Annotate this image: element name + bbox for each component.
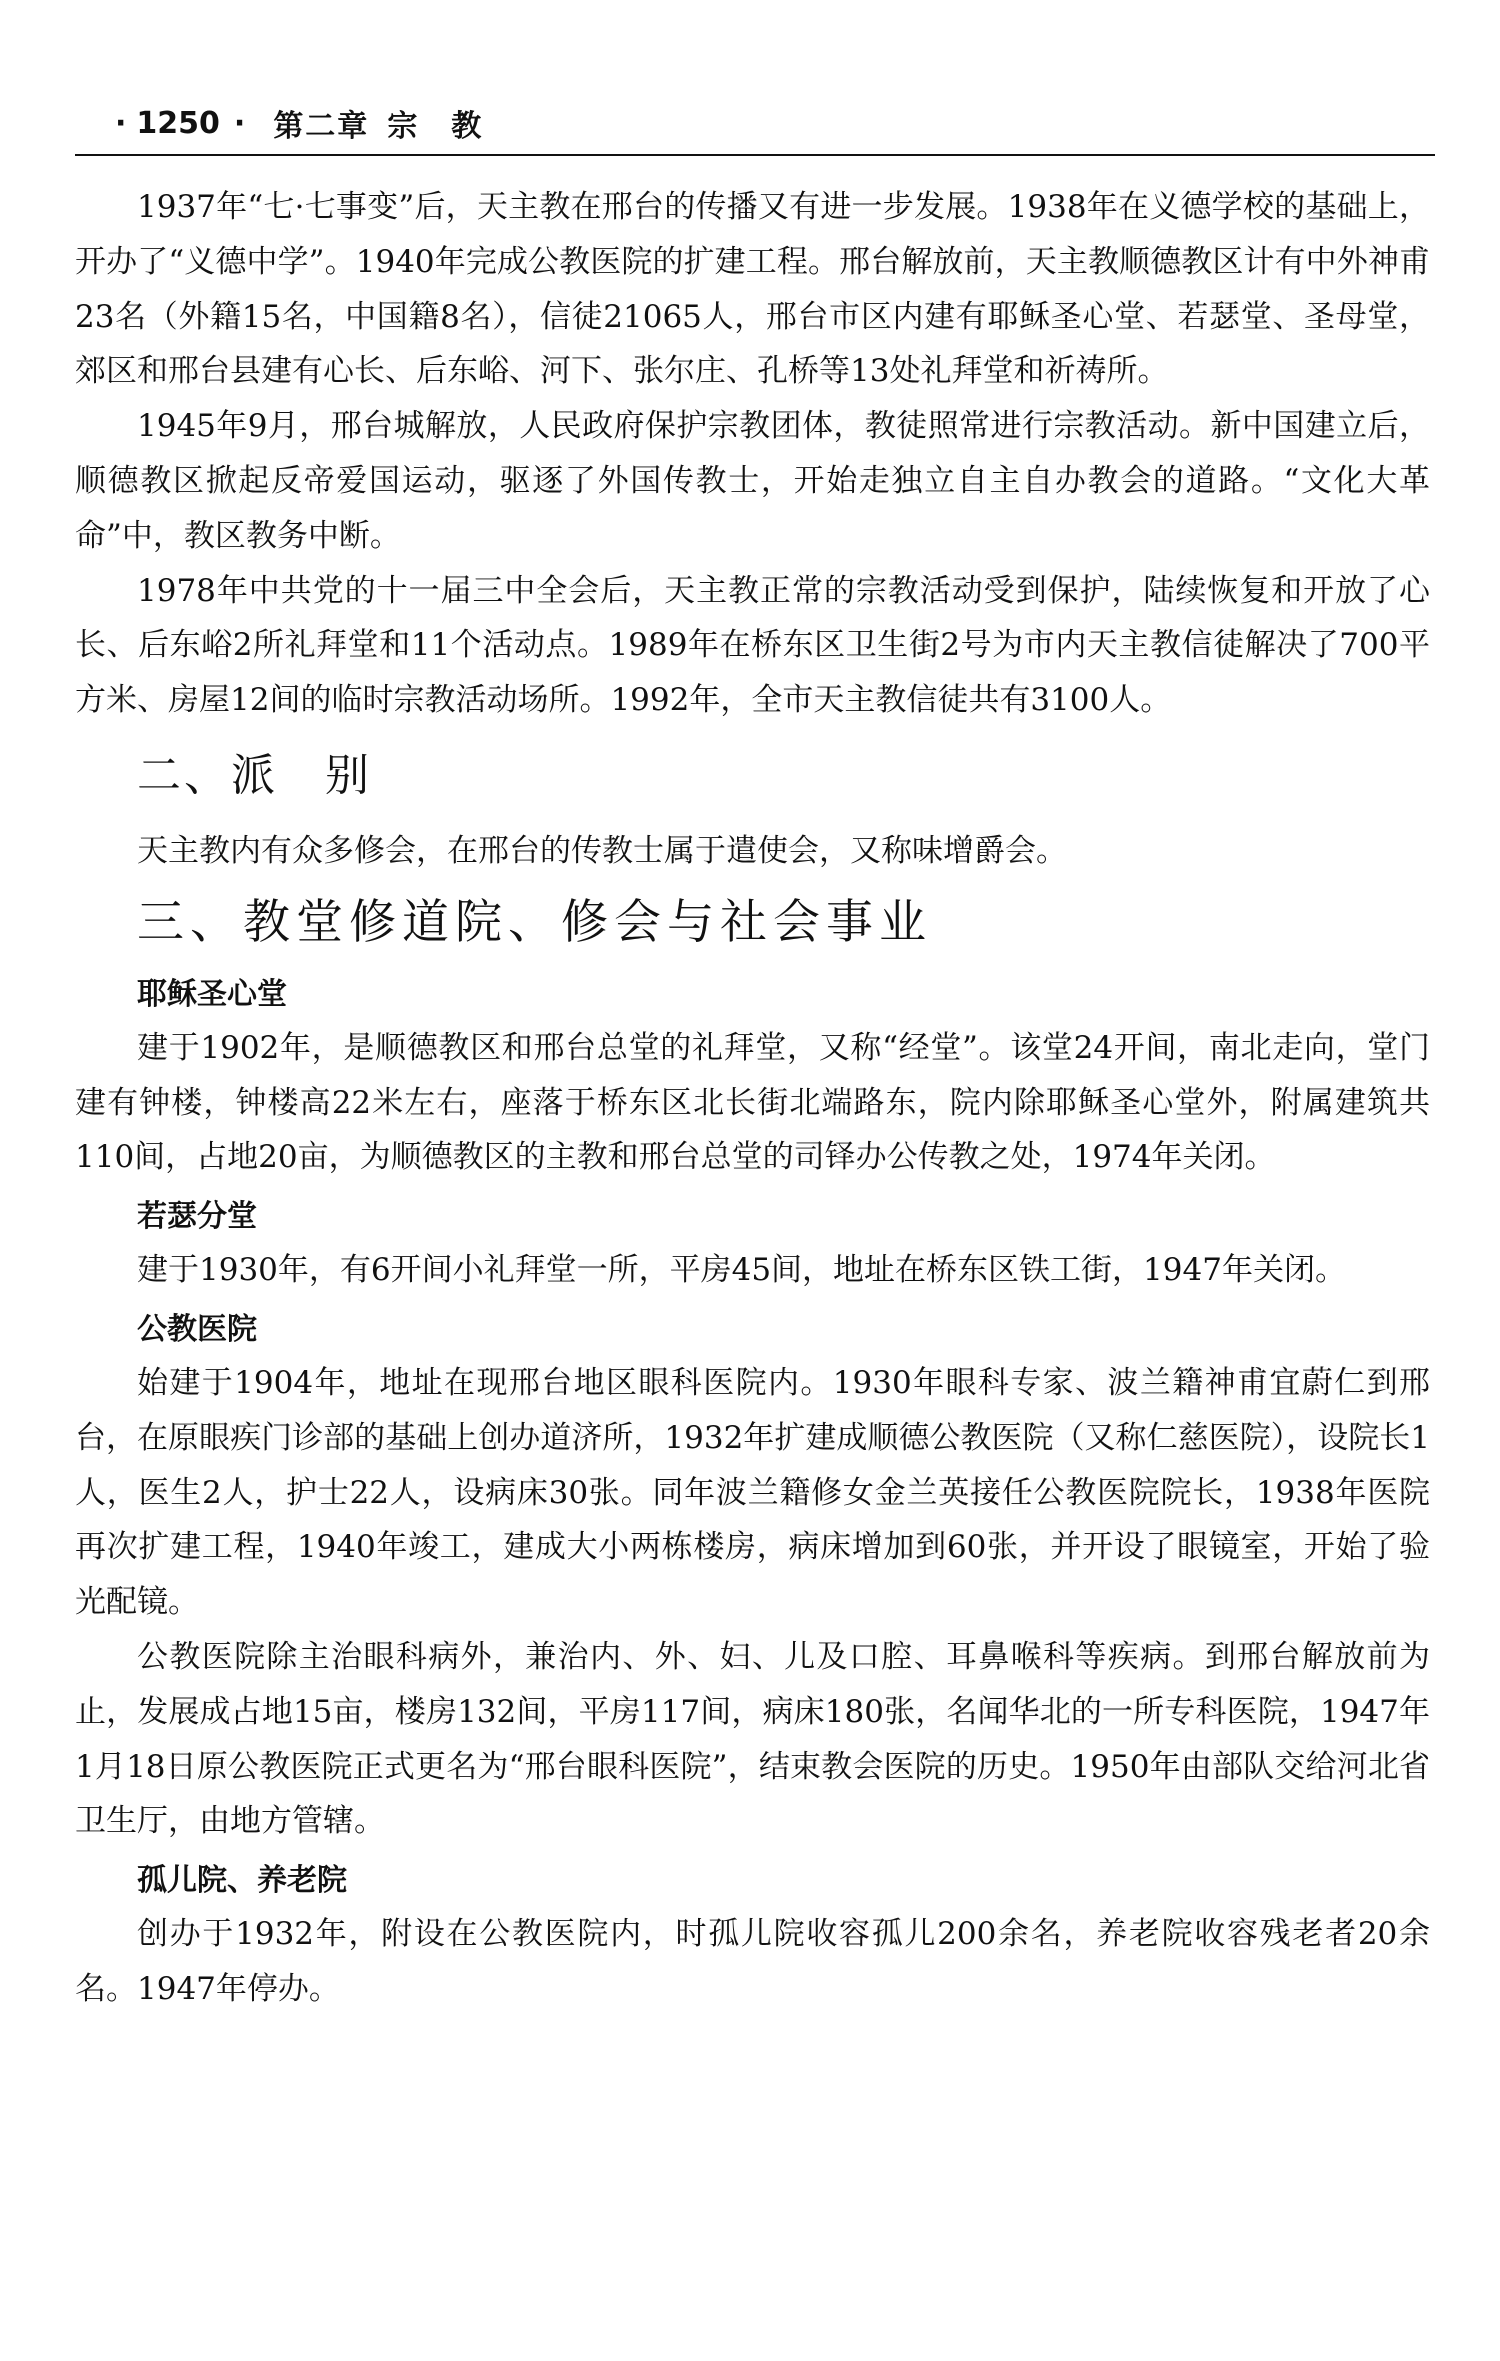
paragraph: 建于1930年，有6开间小礼拜堂一所，平房45间，地址在桥东区铁工街，1947年关闭。 [137, 1252, 1346, 1289]
chapter-name: 宗 教 [387, 109, 484, 144]
paragraph: 天主教内有众多修会，在邢台的传教士属于遣使会，又称味增爵会。 [137, 832, 1067, 869]
header-bullet-left: · [115, 105, 127, 141]
paragraph: 公教医院除主治眼科病外，兼治内、外、妇、儿及口腔、耳鼻喉科等疾病。到邢台解放前为止，发展成占地15亩，楼房132间，平房117间，病床180张，名闻华北的一所专科医院，1947年1月18日原公教医院正式更名为“邢台眼科医院”，结束教会医院的历史。1950年由部队交给河北省卫生厅，由地方管辖。 [75, 1638, 1430, 1840]
paragraph: 1978年中共党的十一届三中全会后，天主教正常的宗教活动受到保护，陆续恢复和开放了心长、后东峪2所礼拜堂和11个活动点。1989年在桥东区卫生街2号为市内天主教信徒解决了700平方米、房屋12间的临时宗教活动场所。1992年，全市天主教信徒共有3100人。 [75, 572, 1430, 719]
chapter-label: 第二章 [273, 109, 370, 144]
paragraph: 1945年9月，邢台城解放，人民政府保护宗教团体，教徒照常进行宗教活动。新中国建立后，顺德教区掀起反帝爱国运动，驱逐了外国传教士，开始走独立自主自办教会的道路。“文化大革命”中，教区教务中断。 [75, 408, 1430, 554]
paragraph: 创办于1932年，附设在公教医院内，时孤儿院收容孤儿200余名，养老院收容残老者20余名。1947年停办。 [75, 1916, 1430, 2007]
page-number: 1250 [136, 105, 220, 141]
section-title-churches: 三、教堂修道院、修会与社会事业 [137, 894, 932, 950]
running-head [75, 98, 483, 148]
entry-heading-sacred-heart-church: 耶稣圣心堂 [137, 976, 287, 1012]
entry-heading-catholic-hospital: 公教医院 [137, 1311, 257, 1347]
paragraph: 始建于1904年，地址在现邢台地区眼科医院内。1930年眼科专家、波兰籍神甫宜蔚仁到邢台，在原眼疾门诊部的基础上创办道济所，1932年扩建成顺德公教医院（又称仁慈医院），设院长1人，医生2人，护士22人，设病床30张。同年波兰籍修女金兰英接任公教医院院长，1938年医院再次扩建工程，1940年竣工，建成大小两栋楼房，病床增加到60张，并开设了眼镜室，开始了验光配镜。 [75, 1364, 1430, 1621]
paragraph: 建于1902年，是顺德教区和邢台总堂的礼拜堂，又称“经堂”。该堂24开间，南北走向，堂门建有钟楼，钟楼高22米左右，座落于桥东区北长街北端路东，院内除耶稣圣心堂外，附属建筑共110间，占地20亩，为顺德教区的主教和邢台总堂的司铎办公传教之处，1974年关闭。 [75, 1029, 1430, 1176]
header-bullet-right: · [233, 105, 246, 141]
section-title-sects: 二、派 别 [137, 749, 372, 801]
entry-heading-st-joseph-branch: 若瑟分堂 [137, 1199, 257, 1235]
header-rule [75, 154, 1435, 156]
page-body [75, 180, 1430, 2017]
entry-heading-orphanage-nursing-home: 孤儿院、养老院 [137, 1863, 347, 1899]
paragraph: 1937年“七·七事变”后，天主教在邢台的传播又有进一步发展。1938年在义德学校的基础上，开办了“义德中学”。1940年完成公教医院的扩建工程。邢台解放前，天主教顺德教区计有中外神甫23名（外籍15名，中国籍8名），信徒21065人，邢台市区内建有耶稣圣心堂、若瑟堂、圣母堂，郊区和邢台县建有心长、后东峪、河下、张尔庄、孔桥等13处礼拜堂和祈祷所。 [75, 189, 1430, 390]
